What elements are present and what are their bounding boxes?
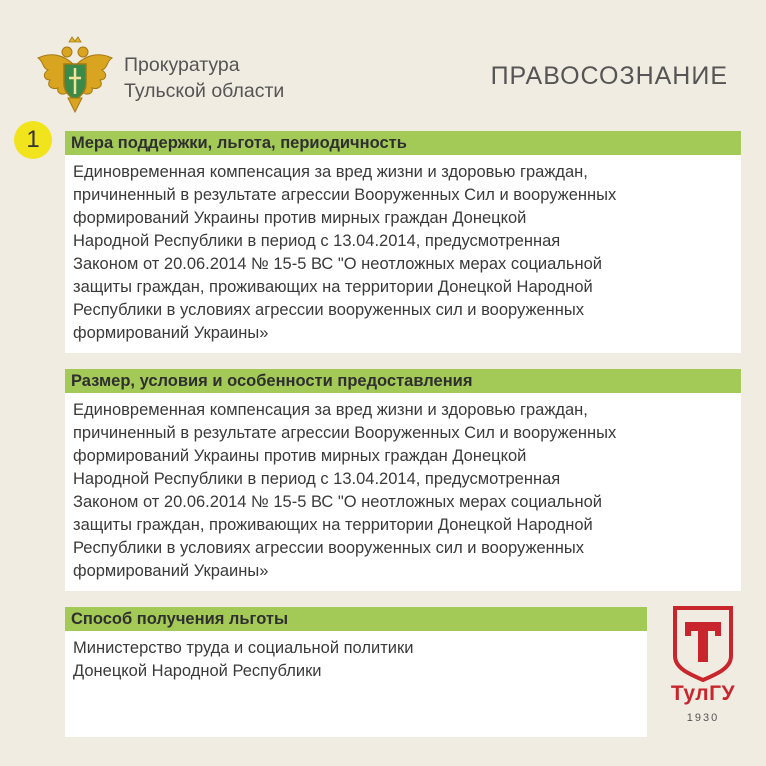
- text-line: Республики в условиях агрессии вооруженных сил и вооруженных: [73, 539, 585, 557]
- support-measure-heading: Мера поддержки, льгота, периодичность: [65, 131, 741, 155]
- text-line: Народной Республики в период с 13.04.2014, предусмотренная: [73, 470, 561, 488]
- tulgu-year: 1930: [686, 712, 720, 724]
- text-line: формирований Украины против мирных граждан Донецкой: [73, 447, 527, 465]
- text-line: Республики в условиях агрессии вооруженных сил и вооруженных: [73, 301, 585, 319]
- support-measure-text: [65, 155, 741, 353]
- conditions-heading: Размер, условия и особенности предоставления: [65, 369, 741, 393]
- tulgu-logo: [657, 604, 749, 734]
- text-line: Законом от 20.06.2014 № 15-5 ВС "О неотложных мерах социальной: [73, 255, 603, 273]
- conditions-block: [65, 369, 741, 591]
- header: [0, 0, 766, 120]
- text-line: причиненный в результате агрессии Вооруженных Сил и вооруженных: [73, 186, 617, 204]
- section-title: ПРАВОСОЗНАНИЕ: [490, 62, 728, 90]
- org-line-1: Прокуратура: [124, 54, 240, 76]
- text-line: формирований Украины»: [73, 324, 269, 342]
- tulgu-emblem-icon: [657, 604, 749, 682]
- text-line: Донецкой Народной Республики: [73, 662, 322, 680]
- text-line: Законом от 20.06.2014 № 15-5 ВС "О неотложных мерах социальной: [73, 493, 603, 511]
- text-line: формирований Украины против мирных граждан Донецкой: [73, 209, 527, 227]
- text-line: защиты граждан, проживающих на территории Донецкой Народной: [73, 516, 593, 534]
- text-line: Единовременная компенсация за вред жизни и здоровью граждан,: [73, 401, 588, 419]
- support-measure-block: [65, 131, 741, 353]
- prosecutor-emblem-icon: [34, 36, 116, 116]
- text-line: Министерство труда и социальной политики: [73, 639, 414, 657]
- obtain-method-heading: Способ получения льготы: [65, 607, 647, 631]
- text-line: причиненный в результате агрессии Вооруженных Сил и вооруженных: [73, 424, 617, 442]
- org-line-2: Тульской области: [124, 80, 285, 102]
- obtain-method-text: [65, 631, 647, 737]
- obtain-method-block: [65, 607, 647, 737]
- text-line: защиты граждан, проживающих на территории Донецкой Народной: [73, 278, 593, 296]
- conditions-text: [65, 393, 741, 591]
- text-line: Единовременная компенсация за вред жизни и здоровью граждан,: [73, 163, 588, 181]
- tulgu-name: ТулГУ: [670, 682, 736, 705]
- text-line: формирований Украины»: [73, 562, 269, 580]
- step-number-badge: 1: [14, 121, 52, 159]
- text-line: Народной Республики в период с 13.04.2014, предусмотренная: [73, 232, 561, 250]
- organization-name: [124, 52, 284, 104]
